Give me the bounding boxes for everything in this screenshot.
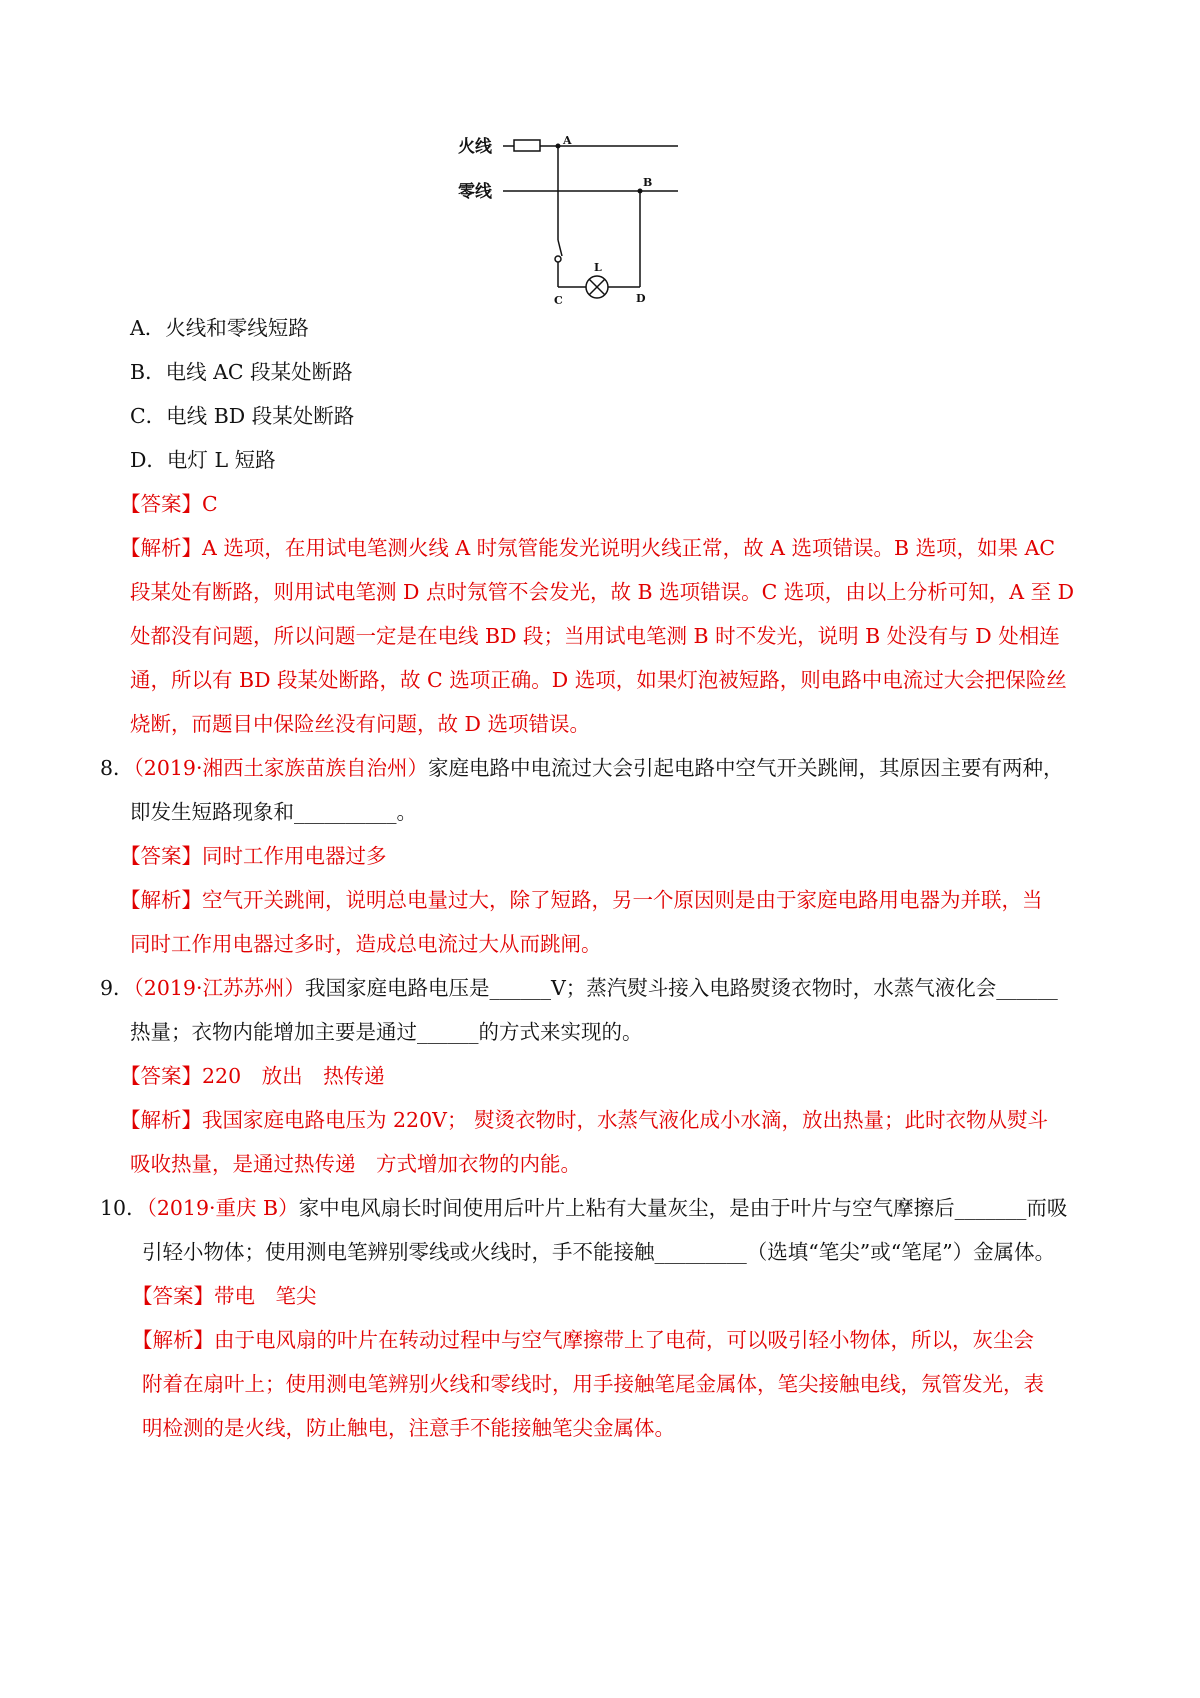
q9-stem-text-1: 我国家庭电路电压是______V；蒸汽熨斗接入电路熨烫衣物时，水蒸气液化会______ xyxy=(304,976,1058,1000)
q10-answer xyxy=(132,1282,317,1310)
q9-stem-line-2: 热量；衣物内能增加主要是通过______的方式来实现的。 xyxy=(130,1020,643,1044)
q8-analysis-line-1 xyxy=(120,886,1043,914)
q8-analysis-label: 【解析】 xyxy=(120,888,202,912)
q9-stem-line-1 xyxy=(100,974,1058,1002)
label-a: A xyxy=(563,134,572,147)
q10-stem-text-1: 家中电风扇长时间使用后叶片上粘有大量灰尘，是由于叶片与空气摩擦后_______而吸 xyxy=(298,1196,1068,1220)
neutral-wire-label: 零线 xyxy=(458,182,492,202)
q10-analysis-line-2: 附着在扇叶上；使用测电笔辨别火线和零线时，用手接触笔尾金属体，笔尖接触电线，氖管发光，表 xyxy=(142,1372,1044,1396)
q7-analysis-line-3: 处都没有问题，所以问题一定是在电线 BD 段；当用试电笔测 B 时不发光，说明 B 处没有与 D 处相连 xyxy=(130,624,1060,648)
fuse-symbol xyxy=(514,140,540,151)
q7-option-a: A．火线和零线短路 xyxy=(130,316,309,340)
circuit-svg xyxy=(458,128,750,343)
q9-answer-value: 220 放出 热传递 xyxy=(202,1064,385,1088)
q7-option-c: C．电线 BD 段某处断路 xyxy=(130,404,355,428)
q8-answer-value: 同时工作用电器过多 xyxy=(202,844,387,868)
q10-analysis-label: 【解析】 xyxy=(132,1328,214,1352)
q7-analysis-label: 【解析】 xyxy=(120,536,202,560)
q10-source: （2019·重庆 B） xyxy=(146,1196,299,1220)
q8-source: （2019·湘西土家族苗族自治州） xyxy=(133,756,428,780)
q10-analysis-line-3: 明检测的是火线，防止触电，注意手不能接触笔尖金属体。 xyxy=(142,1416,675,1440)
label-l: L xyxy=(594,261,602,274)
q9-analysis-text-1: 我国家庭电路电压为 220V； 熨烫衣物时，水蒸气液化成小水滴，放出热量；此时衣物从熨斗 xyxy=(202,1108,1048,1132)
q9-number: 9． xyxy=(100,976,134,1000)
label-b: B xyxy=(643,176,653,189)
q10-number: 10． xyxy=(100,1196,147,1220)
q10-analysis-text-1: 由于电风扇的叶片在转动过程中与空气摩擦带上了电荷，可以吸引轻小物体，所以，灰尘会 xyxy=(214,1328,1034,1352)
q8-analysis-text-1: 空气开关跳闸，说明总电量过大，除了短路，另一个原因则是由于家庭电路用电器为并联，当 xyxy=(202,888,1043,912)
q9-answer xyxy=(120,1062,385,1090)
q8-stem-line-1 xyxy=(100,754,1063,782)
label-c: C xyxy=(554,294,563,307)
q10-analysis-line-1 xyxy=(132,1326,1034,1354)
q9-analysis-line-1 xyxy=(120,1106,1048,1134)
q7-analysis-text-1: A 选项，在用试电笔测火线 A 时氖管能发光说明火线正常，故 A 选项错误。B 选项，如果 AC xyxy=(202,536,1056,560)
q8-analysis-line-2: 同时工作用电器过多时，造成总电流过大从而跳闸。 xyxy=(130,932,602,956)
q8-stem-line-2: 即发生短路现象和__________。 xyxy=(130,800,417,824)
q8-number: 8． xyxy=(100,756,134,780)
switch-contact xyxy=(555,256,561,262)
q8-stem-text-1: 家庭电路中电流过大会引起电路中空气开关跳闸，其原因主要有两种， xyxy=(427,756,1064,780)
q7-answer-label: 【答案】 xyxy=(120,492,202,516)
switch-blade xyxy=(558,240,562,256)
q7-analysis-line-4: 通，所以有 BD 段某处断路，故 C 选项正确。D 选项，如果灯泡被短路，则电路中电流过大会把保险丝 xyxy=(130,668,1067,692)
q10-stem-line-2: 引轻小物体；使用测电笔辨别零线或火线时，手不能接触_________（选填“笔尖”或“笔尾”）金属体。 xyxy=(142,1240,1056,1264)
q9-analysis-line-2: 吸收热量，是通过热传递 方式增加衣物的内能。 xyxy=(130,1152,581,1176)
q10-answer-value: 带电 笔尖 xyxy=(214,1284,317,1308)
q7-analysis-line-2: 段某处有断路，则用试电笔测 D 点时氖管不会发光，故 B 选项错误。C 选项，由以上分析可知，A 至 D xyxy=(130,580,1075,604)
circuit-diagram xyxy=(458,128,750,343)
q9-analysis-label: 【解析】 xyxy=(120,1108,202,1132)
q10-answer-label: 【答案】 xyxy=(132,1284,214,1308)
q10-stem-line-1 xyxy=(100,1194,1067,1222)
q7-analysis-line-1 xyxy=(120,534,1055,562)
q9-answer-label: 【答案】 xyxy=(120,1064,202,1088)
q7-answer xyxy=(120,490,218,518)
q8-answer-label: 【答案】 xyxy=(120,844,202,868)
q8-answer xyxy=(120,842,387,870)
q7-option-d: D．电灯 L 短路 xyxy=(130,448,276,472)
q7-option-b: B．电线 AC 段某处断路 xyxy=(130,360,353,384)
live-wire-label: 火线 xyxy=(458,137,492,157)
q7-analysis-line-5: 烧断，而题目中保险丝没有问题，故 D 选项错误。 xyxy=(130,712,590,736)
q7-answer-value: C xyxy=(202,492,218,516)
label-d: D xyxy=(636,292,646,305)
q9-source: （2019·江苏苏州） xyxy=(133,976,305,1000)
